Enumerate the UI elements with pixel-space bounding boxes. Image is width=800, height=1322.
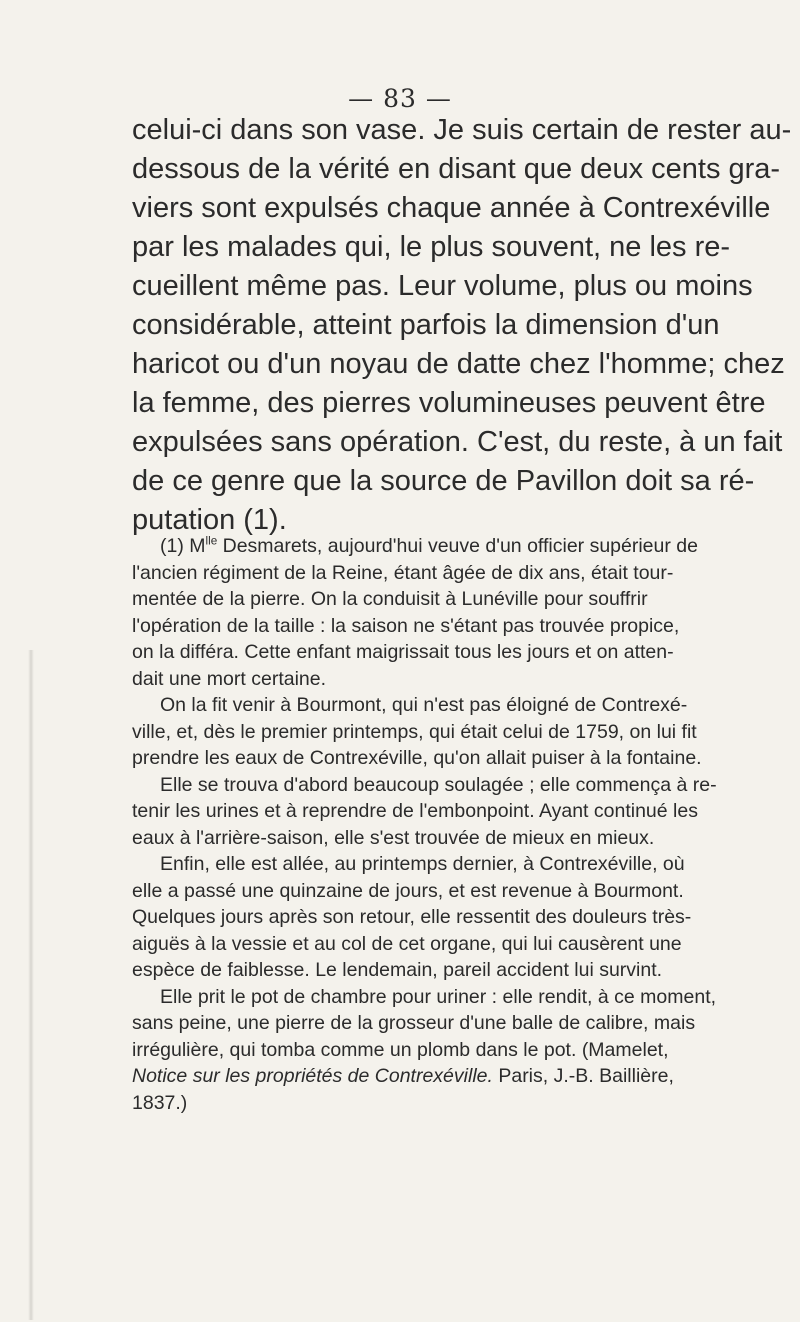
footnote-line: mentée de la pierre. On la conduisit à Lunéville pour souffrir xyxy=(132,588,648,610)
footnote-line: Enfin, elle est allée, au printemps dernier, à Contrexéville, où xyxy=(160,853,685,875)
footnote-citation-line xyxy=(132,1063,757,1090)
footnote-line: ville, et, dès le premier printemps, qui était celui de 1759, on lui fit xyxy=(132,720,697,743)
footnote-line: dait une mort certaine. xyxy=(132,667,327,690)
footnote-line: Quelques jours après son retour, elle ressentit des douleurs très- xyxy=(132,906,692,928)
footnote-line: irrégulière, qui tomba comme un plomb dans le pot. (Mamelet, xyxy=(132,1038,669,1061)
text-line: dessous de la vérité en disant que deux cents gra- xyxy=(132,153,781,185)
footnote-line: aiguës à la vessie et au col de cet organe, qui lui causèrent une xyxy=(132,932,682,955)
citation-rest: Paris, J.-B. Baillière, xyxy=(492,1065,674,1087)
footnote-title-sup: lle xyxy=(205,534,218,548)
text-line: cueillent même pas. Leur volume, plus ou moins xyxy=(132,270,753,302)
text-line: expulsées sans opération. C'est, du reste, à un fait xyxy=(132,426,783,458)
footnote-line: 1837.) xyxy=(132,1091,188,1114)
text-line: de ce genre que la source de Pavillon doit sa ré- xyxy=(132,465,755,497)
footnote-line: l'opération de la taille : la saison ne s'étant pas trouvée propice, xyxy=(132,614,680,637)
text-line: la femme, des pierres volumineuses peuvent être xyxy=(132,387,766,419)
main-paragraph xyxy=(132,111,792,540)
text-line: celui-ci dans son vase. Je suis certain de rester au- xyxy=(132,114,792,146)
text-line: viers sont expulsés chaque année à Contrexéville xyxy=(132,192,771,224)
page-number: — 83 — xyxy=(348,84,452,113)
footnote-line: Elle se trouva d'abord beaucoup soulagée ; elle commença à re- xyxy=(160,773,717,796)
footnote-line: espèce de faiblesse. Le lendemain, pareil accident lui survint. xyxy=(132,959,663,981)
footnote-marker: (1) M xyxy=(160,535,206,557)
footnote-line: eaux à l'arrière-saison, elle s'est trouvée de mieux en mieux. xyxy=(132,826,655,849)
footnote-line: tenir les urines et à reprendre de l'embonpoint. Ayant continué les xyxy=(132,800,698,822)
footnote-line: prendre les eaux de Contrexéville, qu'on allait puiser à la fontaine. xyxy=(132,747,702,769)
footnote-line: On la fit venir à Bourmont, qui n'est pas éloigné de Contrexé- xyxy=(160,694,688,716)
footnote-line: elle a passé une quinzaine de jours, et est revenue à Bourmont. xyxy=(132,879,684,902)
text-line: par les malades qui, le plus souvent, ne les re- xyxy=(132,231,731,263)
footnote xyxy=(132,533,757,1116)
footnote-line: sans peine, une pierre de la grosseur d'une balle de calibre, mais xyxy=(132,1012,696,1034)
footnote-line: Elle prit le pot de chambre pour uriner : elle rendit, à ce moment, xyxy=(160,985,717,1008)
footnote-first-line xyxy=(132,533,757,560)
footnote-line-rest: Desmarets, aujourd'hui veuve d'un officier supérieur de xyxy=(217,535,698,557)
text-line: considérable, atteint parfois la dimension d'un xyxy=(132,309,720,341)
text-line: putation (1). xyxy=(132,504,287,536)
text-line: haricot ou d'un noyau de datte chez l'homme; chez xyxy=(132,348,785,380)
citation-title: Notice sur les propriétés de Contrexéville. xyxy=(132,1065,493,1087)
footnote-line: l'ancien régiment de la Reine, étant âgée de dix ans, était tour- xyxy=(132,561,674,584)
footnote-line: on la différa. Cette enfant maigrissait tous les jours et on atten- xyxy=(132,641,674,663)
page-gutter-shadow xyxy=(28,650,34,1320)
